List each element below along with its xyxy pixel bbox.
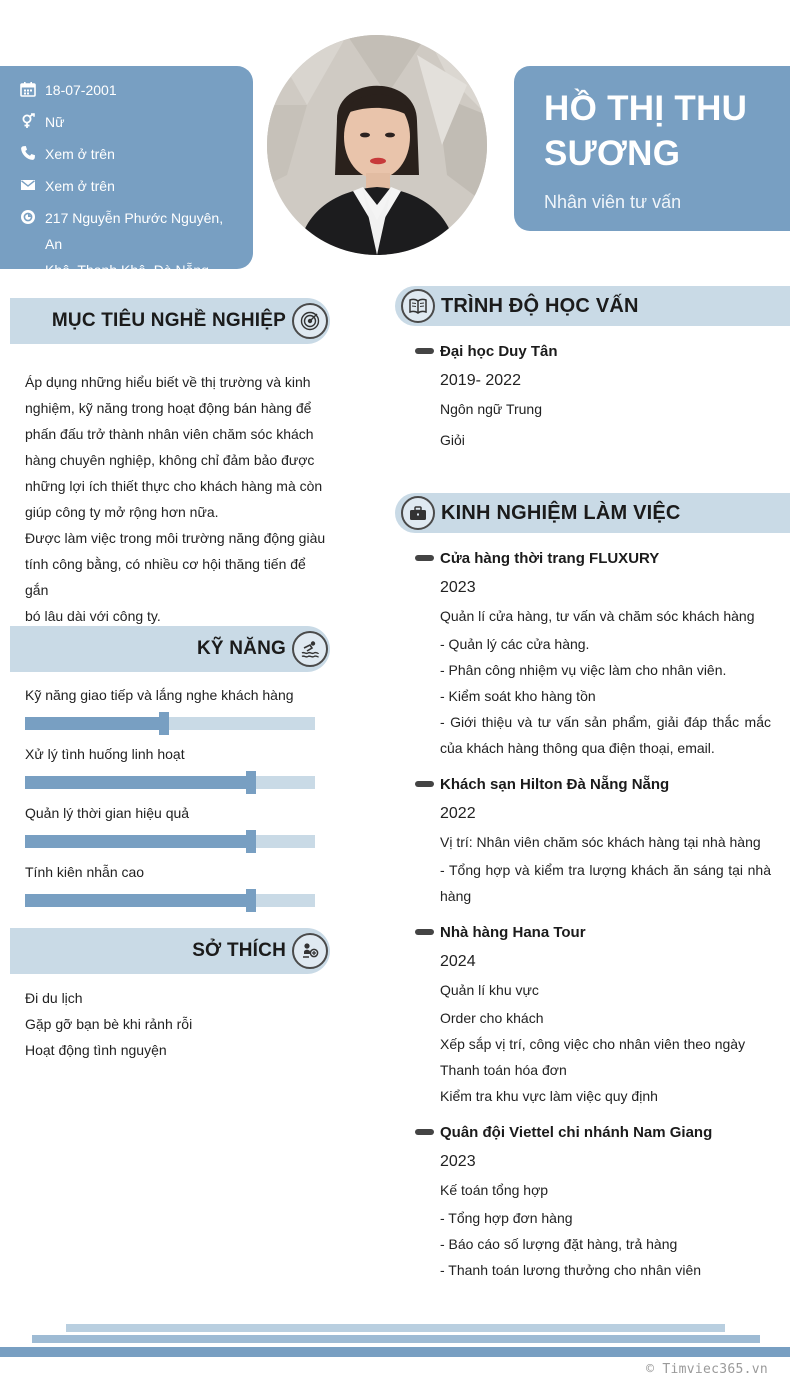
profile-photo xyxy=(267,35,487,255)
education-major: Ngôn ngữ Trung xyxy=(440,401,542,417)
phone-icon xyxy=(20,145,36,161)
education-heading: TRÌNH ĐỘ HỌC VẤN xyxy=(441,294,639,317)
list-item: Đi du lịch xyxy=(25,990,83,1006)
experience-entry xyxy=(415,1120,771,1283)
address-text: 217 Nguyễn Phước Nguyên, An Khê, Thanh Khê, Đà Nẵng xyxy=(45,210,224,278)
company-name: Quân đội Viettel chi nhánh Nam Giang xyxy=(415,1120,771,1144)
list-item: Gặp gỡ bạn bè khi rảnh rỗi xyxy=(25,1016,193,1032)
education-grade: Giỏi xyxy=(440,432,465,448)
job-duties: - Tổng hợp đơn hàng - Báo cáo số lượng đặt hàng, trả hàng - Thanh toán lương thưởng cho nhân viên xyxy=(440,1210,702,1278)
experience-heading: KINH NGHIỆM LÀM VIỆC xyxy=(441,501,681,524)
contact-email xyxy=(20,176,243,208)
experience-entry xyxy=(415,772,771,909)
skill-bar xyxy=(25,835,315,848)
education-entry xyxy=(415,339,771,452)
skill-bar xyxy=(25,717,315,730)
bullet-dash xyxy=(415,781,434,787)
job-role: Quản lí cửa hàng, tư vấn và chăm sóc khách hàng xyxy=(440,608,755,624)
bullet-dash xyxy=(415,555,434,561)
gender-icon xyxy=(20,113,36,129)
footer-stripe xyxy=(66,1324,725,1332)
birthday-text: 18-07-2001 xyxy=(45,82,117,98)
contact-panel xyxy=(0,66,253,278)
education-years: 2019- 2022 xyxy=(440,372,521,389)
job-year: 2023 xyxy=(440,579,476,596)
calendar-icon xyxy=(20,81,36,97)
name-panel xyxy=(514,66,790,231)
experience-header xyxy=(395,493,790,533)
objective-heading: MỤC TIÊU NGHỀ NGHIỆP xyxy=(51,310,286,331)
gender-text: Nữ xyxy=(45,114,65,130)
objective-text: Áp dụng những hiểu biết về thị trường và kinh nghiệm, kỹ năng trong hoạt động bán hàng để phấn đấu trở thành nhân viên chăm sóc khách hàng chuyên nghiệp, không chỉ đảm bảo được những lợi ích thiết thực cho khách hàng mà còn giúp công ty mở rộng hơn nữa. Được làm việc trong môi trường năng động giàu tính công bằng, có nhiều cơ hội thăng tiến để gắn bó lâu dài với công ty. xyxy=(25,374,326,624)
envelope-icon xyxy=(20,177,36,193)
bullet-dash xyxy=(415,1129,434,1135)
education-header xyxy=(395,286,790,326)
contact-address xyxy=(20,208,243,283)
job-duties: Order cho khách Xếp sắp vị trí, công việc cho nhân viên theo ngày Thanh toán hóa đơn Kiểm tra khu vực làm việc quy định xyxy=(440,1010,746,1104)
job-duties: - Tổng hợp và kiểm tra lượng khách ăn sáng tại nhà hàng xyxy=(440,862,771,904)
job-title: Nhân viên tư vấn xyxy=(544,192,682,212)
bullet-dash xyxy=(415,348,434,354)
company-name: Khách sạn Hilton Đà Nẵng Nẵng xyxy=(415,772,771,796)
job-role: Kế toán tổng hợp xyxy=(440,1182,549,1198)
skills-header xyxy=(10,626,330,672)
hobbies-header xyxy=(10,928,330,974)
job-year: 2023 xyxy=(440,1153,476,1170)
skill-bar xyxy=(25,776,315,789)
job-role: Vị trí: Nhân viên chăm sóc khách hàng tại nhà hàng xyxy=(440,834,761,850)
hobbies-heading: SỞ THÍCH xyxy=(192,940,286,961)
skill-item xyxy=(25,744,315,789)
briefcase-icon xyxy=(401,496,435,530)
experience-entry xyxy=(415,920,771,1109)
skill-bar xyxy=(25,894,315,907)
company-name: Nhà hàng Hana Tour xyxy=(415,920,771,944)
hobby-icon xyxy=(292,933,328,969)
swimmer-icon xyxy=(292,631,328,667)
skill-label: Tính kiên nhẫn cao xyxy=(25,864,145,880)
footer-stripe xyxy=(32,1335,760,1343)
skill-label: Xử lý tình huống linh hoạt xyxy=(25,746,185,762)
contact-birthday xyxy=(20,80,243,112)
skills-heading: KỸ NĂNG xyxy=(196,638,286,659)
location-icon xyxy=(20,209,36,225)
target-icon xyxy=(292,303,328,339)
job-duties: - Quản lý các cửa hàng. - Phân công nhiệm vụ việc làm cho nhân viên. - Kiểm soát kho hàng tồn - Giới thiệu và tư vấn sản phẩm, giải đáp thắc mắc của khách hàng thông qua điện thoại, email. xyxy=(440,636,771,756)
skill-item xyxy=(25,803,315,848)
phone-text: Xem ở trên xyxy=(45,146,115,162)
school-name: Đại học Duy Tân xyxy=(415,339,771,363)
experience-entry xyxy=(415,546,771,761)
skill-item xyxy=(25,685,315,730)
job-year: 2022 xyxy=(440,805,476,822)
contact-phone xyxy=(20,144,243,176)
email-text: Xem ở trên xyxy=(45,178,115,194)
book-icon xyxy=(401,289,435,323)
contact-gender xyxy=(20,112,243,144)
hobbies-list xyxy=(25,985,192,1063)
skill-label: Quản lý thời gian hiệu quả xyxy=(25,805,190,821)
objective-header xyxy=(10,298,330,344)
candidate-name: HỒ THỊ THU SƯƠNG xyxy=(544,89,748,173)
job-role: Quản lí khu vực xyxy=(440,982,539,998)
skill-item xyxy=(25,862,315,907)
watermark: © Timviec365.vn xyxy=(646,1362,768,1377)
job-year: 2024 xyxy=(440,953,476,970)
footer-stripe xyxy=(0,1347,790,1357)
bullet-dash xyxy=(415,929,434,935)
company-name: Cửa hàng thời trang FLUXURY xyxy=(415,546,771,570)
list-item: Hoạt động tình nguyện xyxy=(25,1042,167,1058)
skill-label: Kỹ năng giao tiếp và lắng nghe khách hàng xyxy=(25,687,294,703)
